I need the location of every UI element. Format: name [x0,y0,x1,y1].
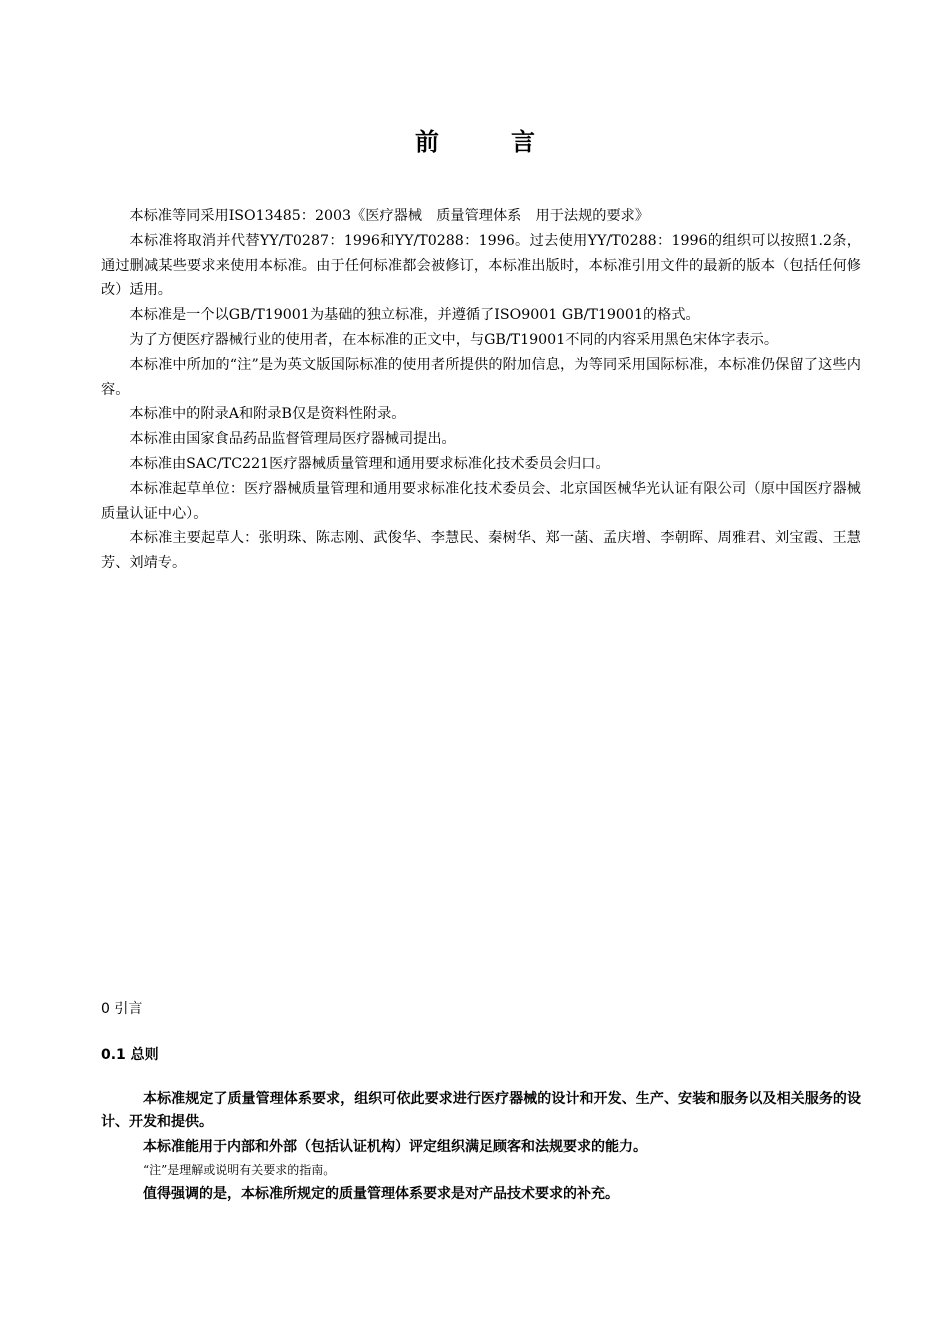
foreword-paragraph: 本标准是一个以GB/T19001为基础的独立标准，并遵循了ISO9001 GB/T19001的格式。 [129,307,700,324]
intro-paragraph-scope: 本标准规定了质量管理体系要求，组织可依此要求进行医疗器械的设计和开发、生产、安装和服务以及相关服务的设计、开发和提供。 [101,1091,861,1130]
foreword-body [101,204,861,576]
intro-paragraph-emphasis: 值得强调的是，本标准所规定的质量管理体系要求是对产品技术要求的补充。 [143,1186,619,1202]
intro-note: “注”是理解或说明有关要求的指南。 [143,1163,336,1177]
introduction-body [101,1088,861,1206]
foreword-paragraph: 本标准由国家食品药品监督管理局医疗器械司提出。 [129,431,456,448]
foreword-paragraph: 本标准等同采用ISO13485：2003《医疗器械 质量管理体系 用于法规的要求》 [129,208,650,224]
subsection-heading-general: 0.1 总则 [101,1047,159,1063]
page-title: 前 言 [415,127,559,156]
intro-paragraph-assessment: 本标准能用于内部和外部（包括认证机构）评定组织满足顾客和法规要求的能力。 [143,1139,647,1155]
foreword-paragraph: 本标准将取消并代替YY/T0287：1996和YY/T0288：1996。过去使用YY/T0288：1996的组织可以按照1.2条，通过删减某些要求来使用本标准。由于任何标准都会被修订，本标准出版时，本标准引用文件的最新的版本（包括任何修改）适用。 [101,232,861,299]
foreword-paragraph: 本标准中所加的“注”是为英文版国际标准的使用者所提供的附加信息，为等同采用国际标准，本标准仍保留了这些内容。 [101,356,861,398]
foreword-paragraph: 本标准中的附录A和附录B仅是资料性附录。 [129,406,406,423]
foreword-paragraph: 本标准由SAC/TC221医疗器械质量管理和通用要求标准化技术委员会归口。 [129,455,610,472]
foreword-paragraph: 本标准主要起草人：张明珠、陈志刚、武俊华、李慧民、秦树华、郑一菡、孟庆增、李朝晖、周雅君、刘宝霞、王慧芳、刘靖专。 [101,530,861,572]
foreword-paragraph: 为了方便医疗器械行业的使用者，在本标准的正文中，与GB/T19001不同的内容采用黑色宋体字表示。 [129,331,779,348]
foreword-paragraph: 本标准起草单位：医疗器械质量管理和通用要求标准化技术委员会、北京国医械华光认证有限公司（原中国医疗器械质量认证中心）。 [101,480,861,522]
section-heading-introduction: 0 引言 [101,1001,143,1017]
